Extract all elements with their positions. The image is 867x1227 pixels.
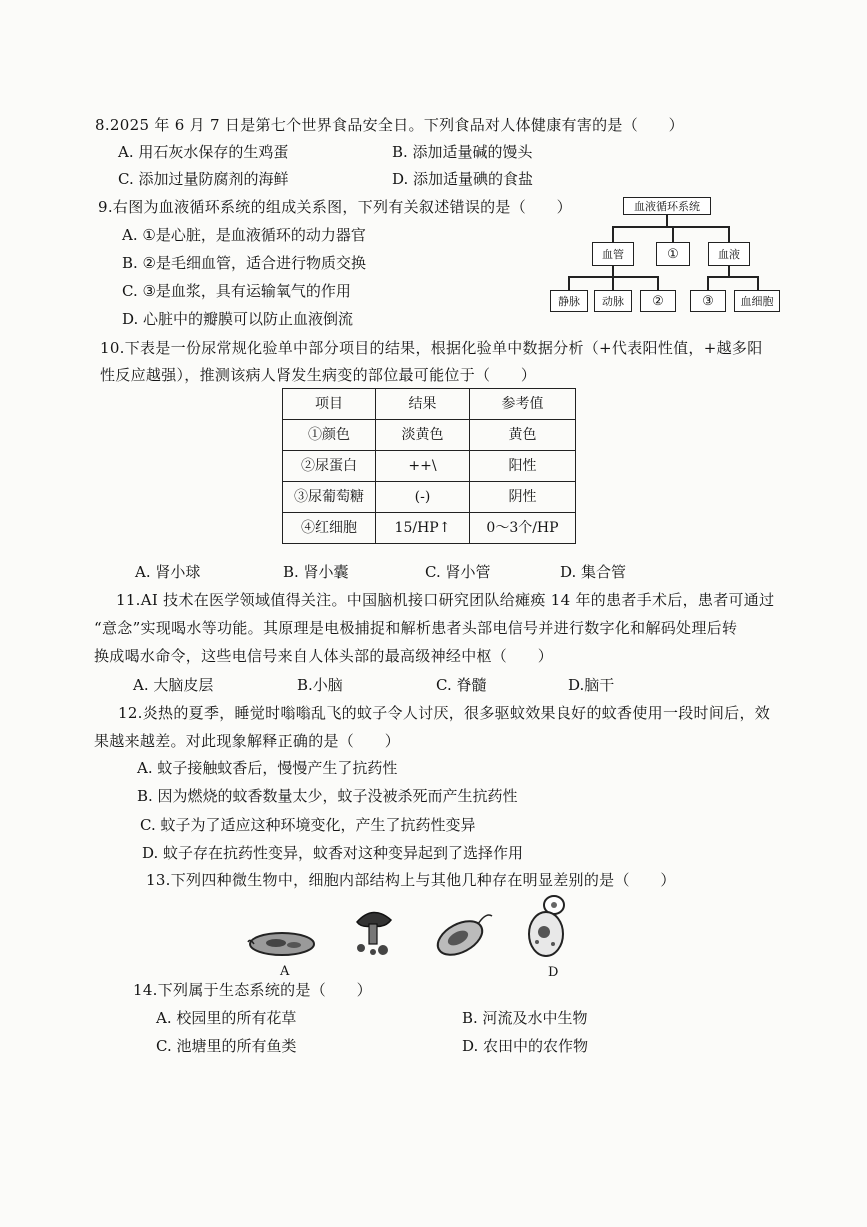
q12-option-b: B. 因为燃烧的蚊香数量太少，蚊子没被杀死而产生抗药性	[137, 787, 518, 805]
q11-option-c: C. 脊髓	[436, 676, 487, 694]
diagram-connector	[612, 266, 614, 276]
q9-stem: 9.右图为血液循环系统的组成关系图，下列有关叙述错误的是（ ）	[98, 198, 572, 216]
diagram-connector	[728, 226, 730, 242]
yeast-cell-image	[525, 892, 571, 962]
q11-option-a: A. 大脑皮层	[133, 676, 214, 694]
q13-stem: 13.下列四种微生物中，细胞内部结构上与其他几种存在明显差别的是（ ）	[146, 871, 676, 889]
diagram-connector	[728, 266, 730, 276]
q11-option-b: B.小脑	[297, 676, 343, 694]
table-row	[283, 513, 576, 544]
q8-option-a: A. 用石灰水保存的生鸡蛋	[118, 143, 289, 161]
table-cell: ①颜色	[283, 420, 376, 451]
q10-stem-line1: 10.下表是一份尿常规化验单中部分项目的结果，根据化验单中数据分析（+代表阳性值，+越多阳	[100, 339, 763, 357]
q8-option-b: B. 添加适量碱的馒头	[392, 143, 533, 161]
q9-option-b: B. ②是毛细血管，适合进行物质交换	[122, 254, 367, 272]
diagram-connector	[666, 215, 668, 226]
diagram-node-artery: 动脉	[594, 290, 632, 312]
q10-option-d: D. 集合管	[560, 563, 627, 581]
q12-option-d: D. 蚊子存在抗药性变异，蚊香对这种变异起到了选择作用	[142, 844, 524, 862]
q14-option-b: B. 河流及水中生物	[462, 1009, 588, 1027]
mushroom-image	[349, 904, 397, 960]
diagram-node-vein: 静脉	[550, 290, 588, 312]
q8-option-d: D. 添加适量碘的食盐	[392, 170, 534, 188]
table-cell: ④红细胞	[283, 513, 376, 544]
q9-option-c: C. ③是血浆，具有运输氧气的作用	[122, 282, 351, 300]
diagram-connector	[707, 276, 709, 290]
q14-option-d: D. 农田中的农作物	[462, 1037, 589, 1055]
table-cell: 黄色	[470, 420, 576, 451]
diagram-root: 血液循环系统	[623, 197, 711, 215]
q13-label-d: D	[548, 965, 559, 980]
diagram-connector	[612, 226, 728, 228]
q10-stem-line2: 性反应越强），推测该病人肾发生病变的部位最可能位于（ ）	[100, 366, 537, 384]
q14-option-c: C. 池塘里的所有鱼类	[156, 1037, 297, 1055]
flagellate-cell-image	[432, 906, 496, 960]
table-header-row	[283, 389, 576, 420]
q11-stem-line2: “意念”实现喝水等功能。其原理是电极捕捉和解析患者头部电信号并进行数字化和解码处理后转	[94, 619, 738, 637]
diagram-node-vessel: 血管	[592, 242, 634, 266]
table-cell: ②尿蛋白	[283, 451, 376, 482]
diagram-connector	[757, 276, 759, 290]
table-cell: 15/HP↑	[376, 513, 470, 544]
table-row	[283, 420, 576, 451]
diagram-connector	[612, 276, 614, 290]
q9-option-a: A. ①是心脏，是血液循环的动力器官	[122, 226, 366, 244]
q8-stem: 8.2025 年 6 月 7 日是第七个世界食品安全日。下列食品对人体健康有害的是（ ）	[95, 116, 684, 134]
diagram-node-2: ②	[640, 290, 676, 312]
table-cell: ③尿葡萄糖	[283, 482, 376, 513]
table-cell: 阴性	[470, 482, 576, 513]
q10-option-b: B. 肾小囊	[283, 563, 349, 581]
diagram-connector	[568, 276, 570, 290]
urine-test-table	[282, 388, 576, 544]
q12-stem-line1: 12.炎热的夏季，睡觉时嗡嗡乱飞的蚊子令人讨厌，很多驱蚊效果良好的蚊香使用一段时间后，效	[118, 704, 771, 722]
table-header: 参考值	[470, 389, 576, 420]
table-cell: ++\	[376, 451, 470, 482]
table-cell: 阳性	[470, 451, 576, 482]
diagram-node-3: ③	[690, 290, 726, 312]
q8-option-c: C. 添加过量防腐剂的海鲜	[118, 170, 289, 188]
q14-stem: 14.下列属于生态系统的是（ ）	[133, 981, 372, 999]
table-header: 结果	[376, 389, 470, 420]
table-row	[283, 451, 576, 482]
diagram-connector	[612, 226, 614, 242]
table-header: 项目	[283, 389, 376, 420]
diagram-node-1: ①	[656, 242, 690, 266]
diagram-connector	[657, 276, 659, 290]
table-row	[283, 482, 576, 513]
table-cell: 淡黄色	[376, 420, 470, 451]
diagram-node-blood: 血液	[708, 242, 750, 266]
q14-option-a: A. 校园里的所有花草	[156, 1009, 297, 1027]
diagram-connector	[672, 226, 674, 242]
table-cell: (-)	[376, 482, 470, 513]
q10-option-c: C. 肾小管	[425, 563, 491, 581]
table-cell: 0～3个/HP	[470, 513, 576, 544]
q11-stem-line1: 11.AI 技术在医学领域值得关注。中国脑机接口研究团队给瘫痪 14 年的患者手术后，患者可通过	[116, 591, 775, 609]
q13-label-a: A	[280, 964, 290, 979]
bacterium-image	[246, 926, 318, 962]
q11-stem-line3: 换成喝水命令，这些电信号来自人体头部的最高级神经中枢（ ）	[94, 647, 554, 665]
diagram-connector	[707, 276, 758, 278]
q12-option-a: A. 蚊子接触蚊香后，慢慢产生了抗药性	[137, 759, 398, 777]
q12-stem-line2: 果越来越差。对此现象解释正确的是（ ）	[94, 732, 401, 750]
q9-option-d: D. 心脏中的瓣膜可以防止血液倒流	[122, 310, 354, 328]
q11-option-d: D.脑干	[568, 676, 615, 694]
diagram-node-blood-cells: 血细胞	[734, 290, 780, 312]
q12-option-c: C. 蚊子为了适应这种环境变化，产生了抗药性变异	[140, 816, 476, 834]
q10-option-a: A. 肾小球	[135, 563, 201, 581]
